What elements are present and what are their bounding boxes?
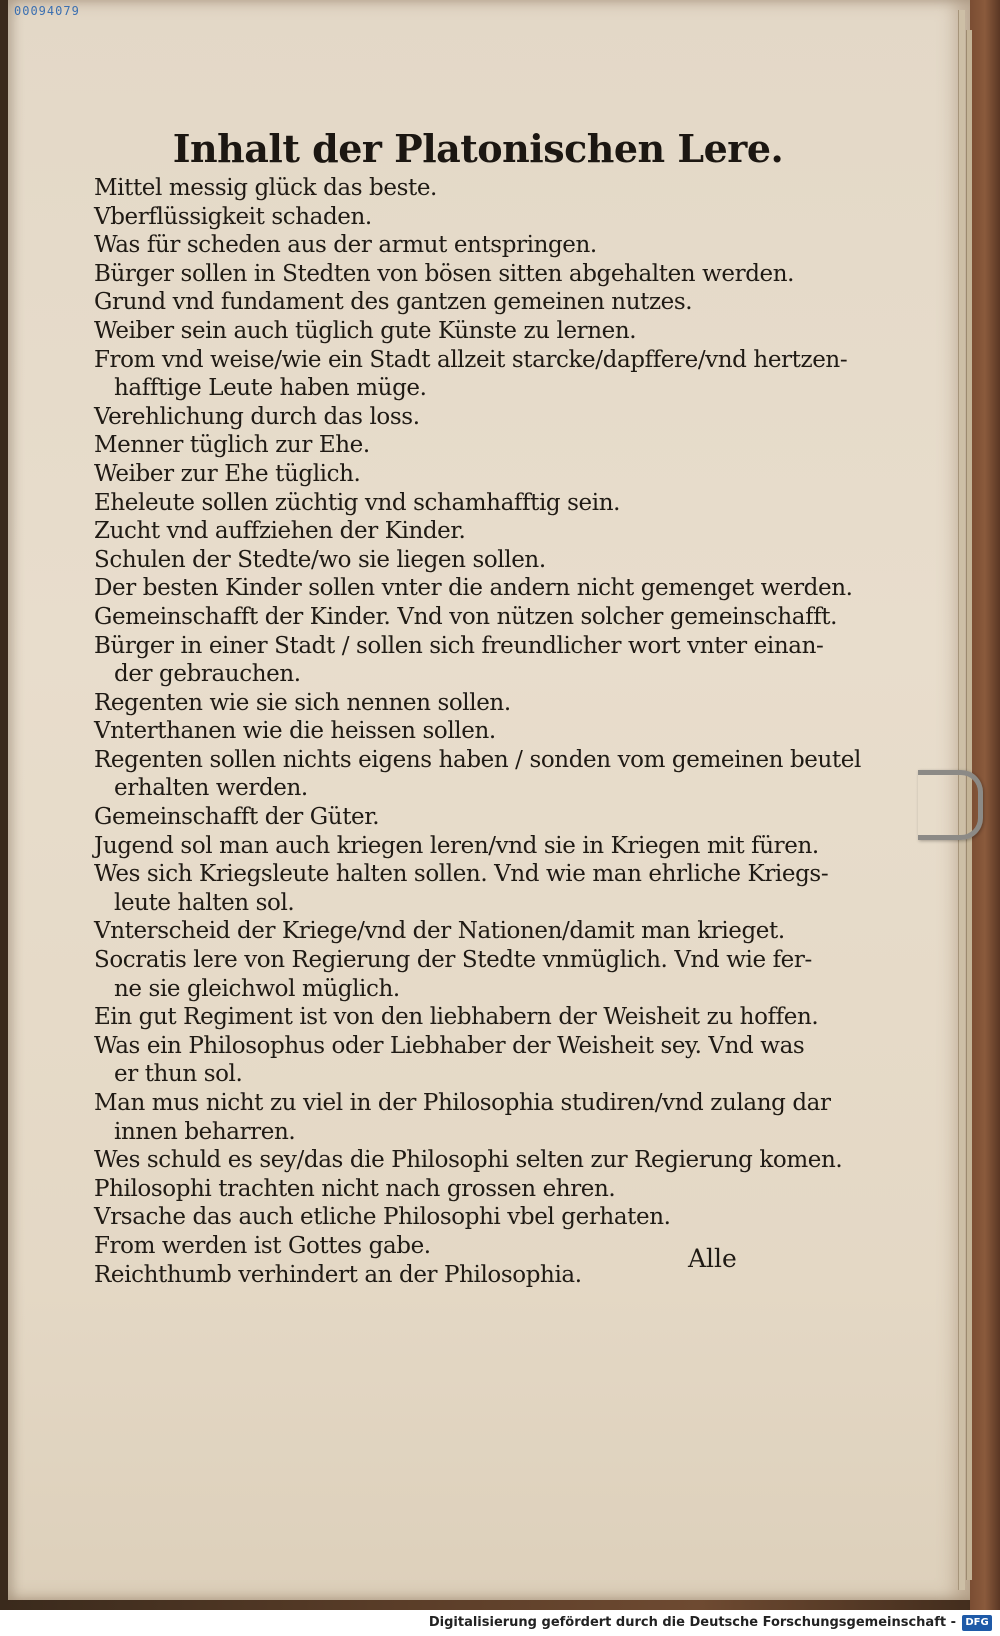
- contents-entry-text: Gemeinschafft der Kinder. Vnd von nützen solcher gemeinschafft.: [94, 603, 838, 630]
- contents-entry-text: Regenten wie sie sich nennen sollen.: [94, 689, 511, 716]
- shelfmark: 00094079: [14, 4, 80, 18]
- contents-entry: [94, 1003, 819, 1032]
- page-heading: Inhalt der Platonischen Lere.: [172, 126, 784, 171]
- contents-entry-text: From werden ist Gottes gabe.: [94, 1232, 431, 1259]
- contents-entry-text: Wes sich Kriegsleute halten sollen. Vnd wie man ehrliche Kriegs-: [94, 861, 829, 888]
- contents-entry-text: Regenten sollen nichts eigens haben / sonden vom gemeinen beutel: [94, 746, 861, 773]
- contents-entry-text: Vnterthanen wie die heissen sollen.: [94, 718, 496, 745]
- book-page: [8, 0, 970, 1600]
- contents-entry-text: Menner tüglich zur Ehe.: [94, 432, 370, 459]
- contents-entry-text: Philosophi trachten nicht nach grossen ehren.: [94, 1175, 616, 1202]
- contents-entry: [94, 717, 774, 746]
- contents-entry: [94, 346, 848, 403]
- contents-entry-text: Zucht vnd auffziehen der Kinder.: [94, 518, 466, 545]
- contents-entry-continuation: erhalten werden.: [114, 775, 308, 802]
- contents-list: [94, 174, 861, 1289]
- contents-entry: [94, 288, 774, 317]
- contents-entry: [94, 860, 829, 917]
- contents-entry: [94, 460, 774, 489]
- contents-entry: [94, 1146, 843, 1175]
- contents-entry: [94, 632, 824, 689]
- contents-entry-text: Gemeinschafft der Güter.: [94, 804, 380, 831]
- contents-entry: [94, 946, 812, 1003]
- contents-entry-text: Jugend sol man auch kriegen leren/vnd sie in Kriegen mit füren.: [94, 832, 819, 859]
- contents-entry: [94, 489, 774, 518]
- contents-entry: [94, 1261, 774, 1290]
- contents-entry-text: Was ein Philosophus oder Liebhaber der Weisheit sey. Vnd was: [94, 1032, 805, 1059]
- contents-entry-text: Eheleute sollen züchtig vnd schamhafftig sein.: [94, 489, 621, 516]
- contents-entry: [94, 517, 774, 546]
- contents-entry: [94, 203, 774, 232]
- contents-entry-text: Verehlichung durch das loss.: [94, 403, 420, 430]
- contents-entry-text: Reichthumb verhindert an der Philosophia.: [94, 1261, 582, 1288]
- contents-entry: [94, 260, 795, 289]
- contents-entry: [94, 1089, 831, 1146]
- contents-entry: [94, 689, 774, 718]
- contents-entry: [94, 746, 861, 803]
- contents-entry-continuation: ne sie gleichwol müglich.: [114, 975, 400, 1002]
- contents-entry-text: Der besten Kinder sollen vnter die andern nicht gemenget werden.: [94, 575, 853, 602]
- contents-entry: [94, 917, 785, 946]
- contents-entry: [94, 1203, 774, 1232]
- contents-entry: [94, 1232, 774, 1261]
- contents-entry-continuation: der gebrauchen.: [114, 661, 301, 688]
- footer-bar: [0, 1610, 1000, 1636]
- contents-entry-continuation: er thun sol.: [114, 1061, 243, 1088]
- contents-entry: [94, 431, 774, 460]
- contents-entry-text: Vrsache das auch etliche Philosophi vbel gerhaten.: [94, 1204, 671, 1231]
- contents-entry: [94, 1175, 774, 1204]
- dfg-logo: DFG: [962, 1615, 992, 1631]
- contents-entry-text: Ein gut Regiment ist von den liebhabern der Weisheit zu hoffen.: [94, 1004, 819, 1031]
- contents-entry-text: Wes schuld es sey/das die Philosophi selten zur Regierung komen.: [94, 1147, 843, 1174]
- contents-entry: [94, 231, 774, 260]
- funding-credit: Digitalisierung gefördert durch die Deutsche Forschungsgemeinschaft -: [428, 1615, 956, 1630]
- contents-entry: [94, 1032, 805, 1089]
- contents-entry-text: Mittel messig glück das beste.: [94, 175, 437, 201]
- contents-entry: [94, 603, 838, 632]
- metal-clasp: [918, 770, 983, 840]
- contents-entry-text: Bürger sollen in Stedten von bösen sitten abgehalten werden.: [94, 260, 795, 287]
- contents-entry-text: Schulen der Stedte/wo sie liegen sollen.: [94, 546, 546, 573]
- contents-entry-text: Weiber sein auch tüglich gute Künste zu lernen.: [94, 317, 637, 344]
- contents-entry-continuation: leute halten sol.: [114, 889, 295, 916]
- contents-entry-text: From vnd weise/wie ein Stadt allzeit starcke/dapffere/vnd hertzen-: [94, 346, 848, 373]
- contents-entry-text: Man mus nicht zu viel in der Philosophia studiren/vnd zulang dar: [94, 1090, 831, 1116]
- contents-entry: [94, 174, 774, 203]
- contents-entry-text: Vberflüssigkeit schaden.: [94, 203, 372, 230]
- contents-entry: [94, 832, 819, 861]
- contents-entry-text: Vnterscheid der Kriege/vnd der Nationen/damit man krieget.: [94, 918, 785, 945]
- contents-entry-text: Weiber zur Ehe tüglich.: [94, 460, 361, 487]
- contents-entry: [94, 574, 853, 603]
- contents-entry-text: Socratis lere von Regierung der Stedte vnmüglich. Vnd wie fer-: [94, 947, 812, 974]
- contents-entry: [94, 317, 774, 346]
- contents-entry: [94, 403, 774, 432]
- contents-entry-text: Was für scheden aus der armut entspringen.: [94, 232, 597, 259]
- contents-entry-text: Grund vnd fundament des gantzen gemeinen nutzes.: [94, 289, 693, 316]
- catchword: Alle: [688, 1244, 737, 1273]
- contents-entry: [94, 803, 774, 832]
- contents-entry: [94, 546, 774, 575]
- contents-entry-continuation: hafftige Leute haben müge.: [114, 375, 427, 402]
- contents-entry-text: Bürger in einer Stadt / sollen sich freundlicher wort vnter einan-: [94, 632, 824, 659]
- contents-entry-continuation: innen beharren.: [114, 1118, 296, 1145]
